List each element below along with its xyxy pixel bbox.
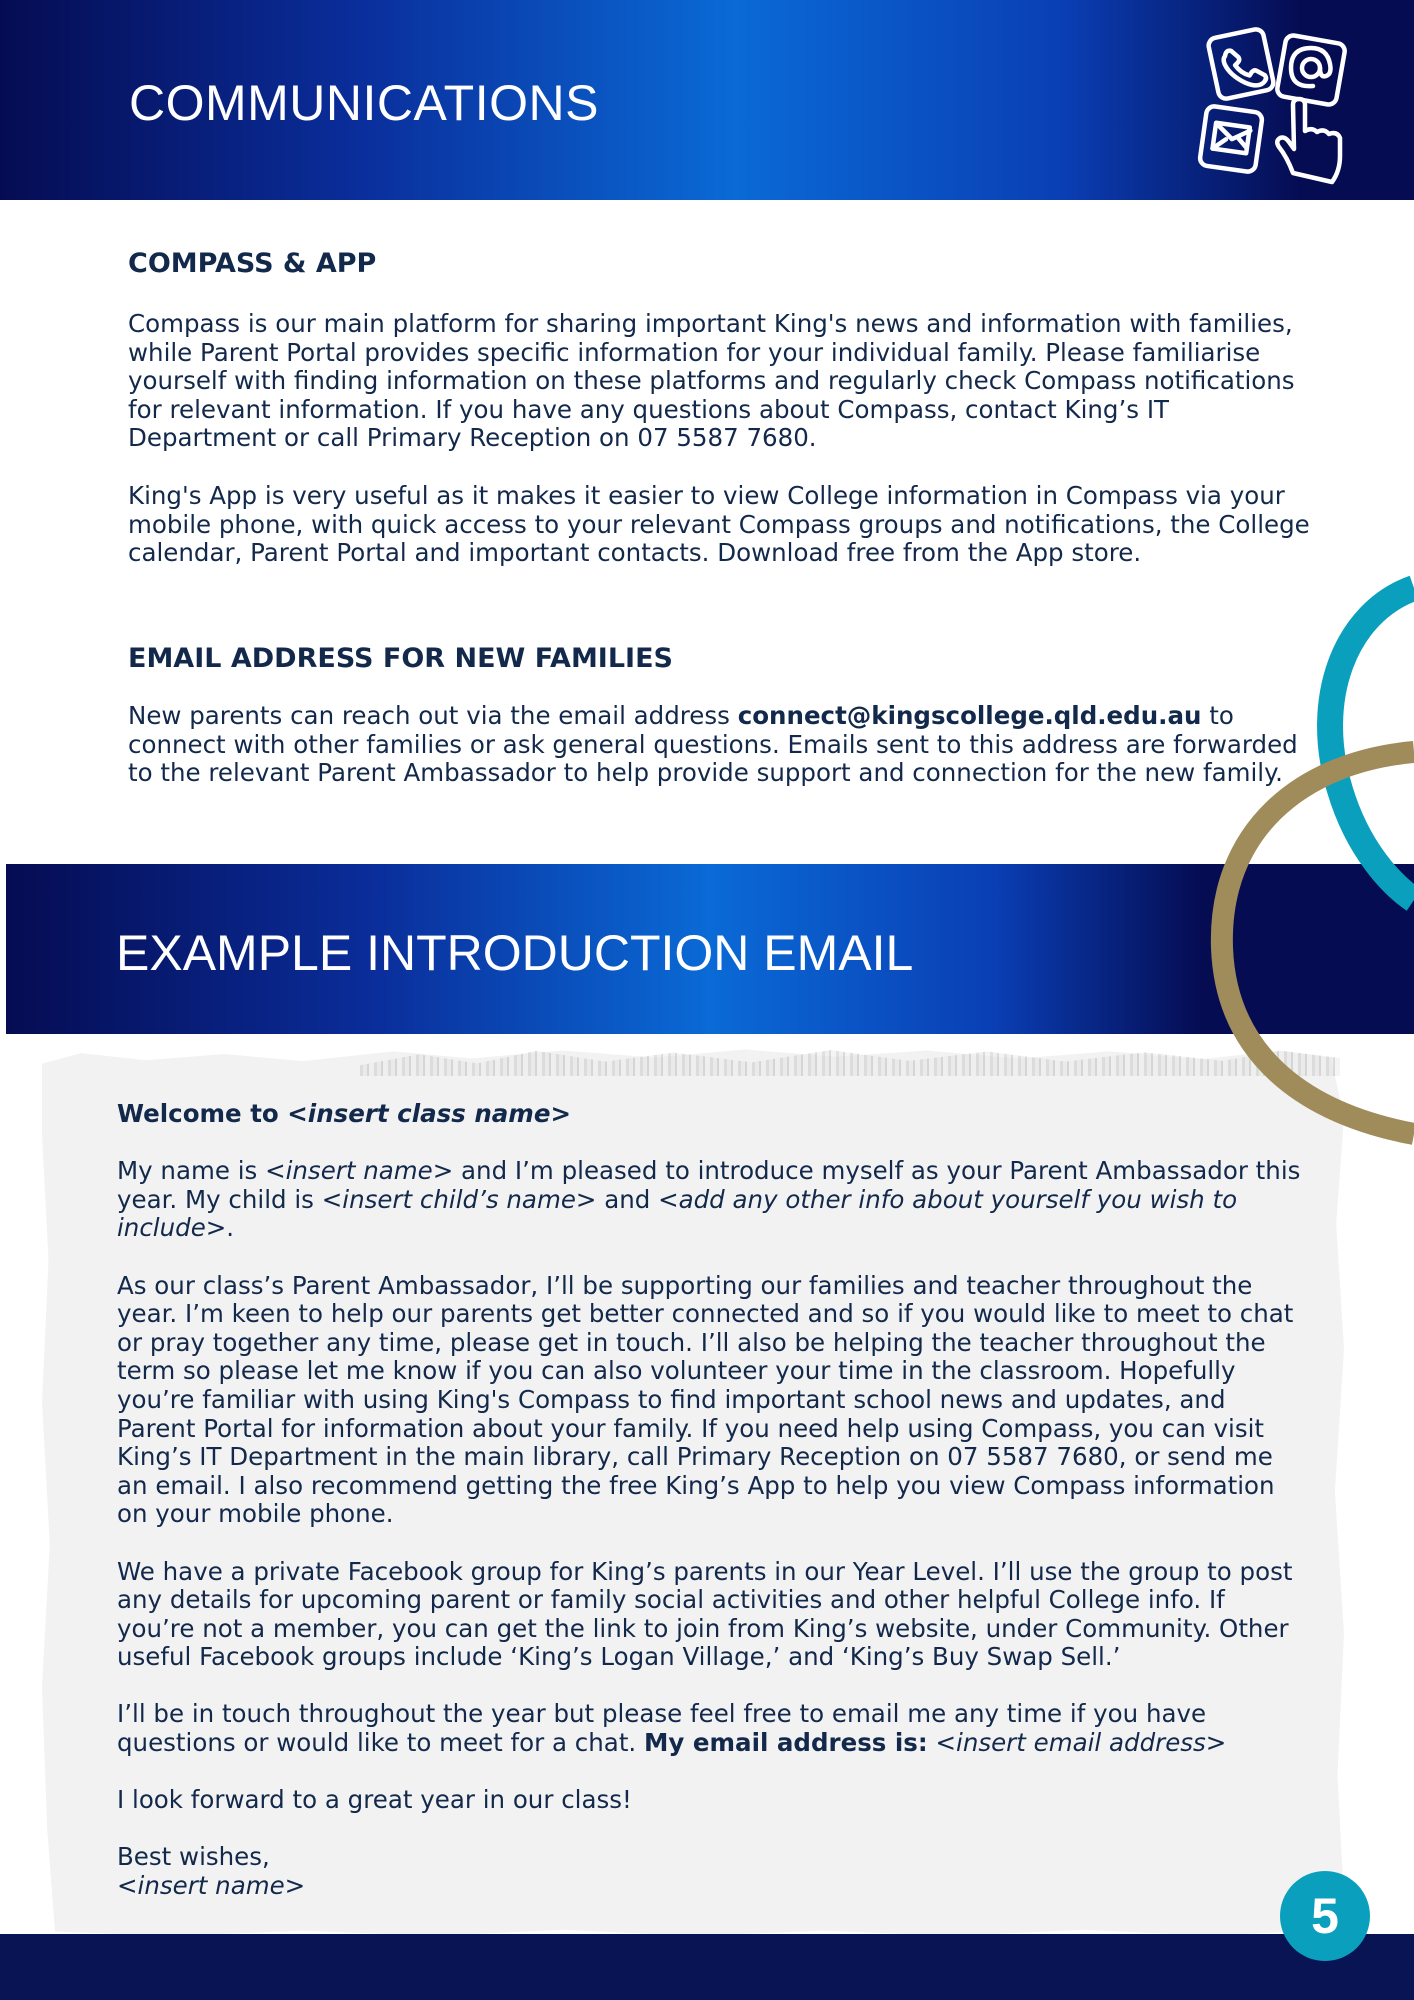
email-welcome-prefix: Welcome to (117, 1099, 288, 1128)
new-families-heading: EMAIL ADDRESS FOR NEW FAMILIES (128, 643, 673, 674)
new-families-section (128, 643, 1318, 674)
compass-heading: COMPASS & APP (128, 248, 377, 279)
email-welcome-line (117, 1100, 1307, 1129)
compass-paragraph-2: King's App is very useful as it makes it easier to view College information in Compass via your mobile phone, with quick access to your relevant Compass groups and notifications, the College calendar, Parent Portal and important contacts. Download free from the App store. (128, 481, 1310, 568)
footer-bar (0, 1934, 1414, 2000)
email-p4-text: I’ll be in touch throughout the year but please feel free to email me any time if you have questions or would like to meet for a chat. (117, 1699, 1207, 1758)
email-p1-text-d: . (226, 1213, 235, 1243)
email-p1-text-a: My name is (117, 1156, 266, 1186)
child-name-placeholder: <insert child’s name> (321, 1184, 597, 1214)
connect-email-link[interactable]: connect@kingscollege.qld.edu.au (737, 701, 1202, 730)
email-signoff: Best wishes, (117, 1842, 270, 1872)
email-paragraph-3: We have a private Facebook group for King’s parents in our Year Level. I’ll use the group to post any details for upcoming parent or family social activities and other helpful College info. If you’re not a member, you can get the link to join from King’s website, under Community. Other useful Facebook groups include ‘King’s Logan Village,’ and ‘King’s Buy Swap Sell.’ (117, 1556, 1293, 1672)
compass-paragraph-2-wrap (128, 482, 1318, 568)
new-families-paragraph-wrap (128, 702, 1318, 788)
compass-section (128, 248, 1318, 279)
header-banner (0, 0, 1414, 200)
new-families-paragraph (128, 702, 1318, 788)
email-paragraph-2: As our class’s Parent Ambassador, I’ll be supporting our families and teacher throughout the year. I’m keen to help our parents get better connected and so if you would like to meet to chat or pray together any time, please get in touch. I’ll also be helping the teacher throughout the term so please let me know if you can also volunteer your time in the classroom. Hopefully you’re familiar with using King's Compass to find important school news and updates, and Parent Portal for information about your family. If you need help using Compass, you can visit King’s IT Department in the main library, call Primary Reception on 07 5587 7680, or send me an email. I also recommend getting the free King’s App to help you view Compass information on your mobile phone. (117, 1270, 1294, 1529)
compass-paragraph-1: Compass is our main platform for sharing important King's news and information with families, while Parent Portal provides specific information for your individual family. Please familiarise yourself with finding information on these platforms and regularly check Compass notifications for relevant information. If you have any questions about Compass, contact King’s IT Department or call Primary Reception on 07 5587 7680. (128, 309, 1295, 453)
page-number-badge: 5 (1280, 1871, 1370, 1961)
class-name-placeholder: <insert class name> (287, 1099, 571, 1128)
email-paragraph-5: I look forward to a great year in our class! (117, 1785, 632, 1815)
example-email-title: EXAMPLE INTRODUCTION EMAIL (116, 925, 914, 981)
new-families-text-after: to connect with other families or ask general questions. Emails sent to this address are forwarded to the relevant Parent Ambassador to help provide support and connection for the new family. (128, 701, 1298, 788)
page-title: COMMUNICATIONS (129, 75, 599, 131)
communications-icon (1195, 25, 1360, 185)
email-p1-text-b: and I’m pleased to introduce myself as your Parent Ambassador this year. My child is (117, 1156, 1301, 1214)
torn-paper-edge (360, 1040, 1340, 1076)
email-paragraph-4 (117, 1700, 1307, 1757)
email-signoff-name (117, 1872, 1307, 1901)
signoff-name-placeholder: <insert name> (117, 1871, 306, 1901)
email-p1-text-c: and (596, 1184, 659, 1214)
new-families-text-before: New parents can reach out via the email address (128, 701, 738, 730)
email-address-label: My email address is: (644, 1728, 928, 1758)
example-email-banner (6, 864, 1414, 1034)
info-placeholder: <add any other info about yourself you wish to include> (117, 1184, 1238, 1243)
name-placeholder: <insert name> (265, 1156, 454, 1186)
email-paragraph-1 (117, 1157, 1307, 1243)
email-address-placeholder: <insert email address> (935, 1728, 1227, 1758)
example-email-body (117, 1100, 1307, 1901)
compass-paragraph-1-wrap (128, 310, 1318, 453)
